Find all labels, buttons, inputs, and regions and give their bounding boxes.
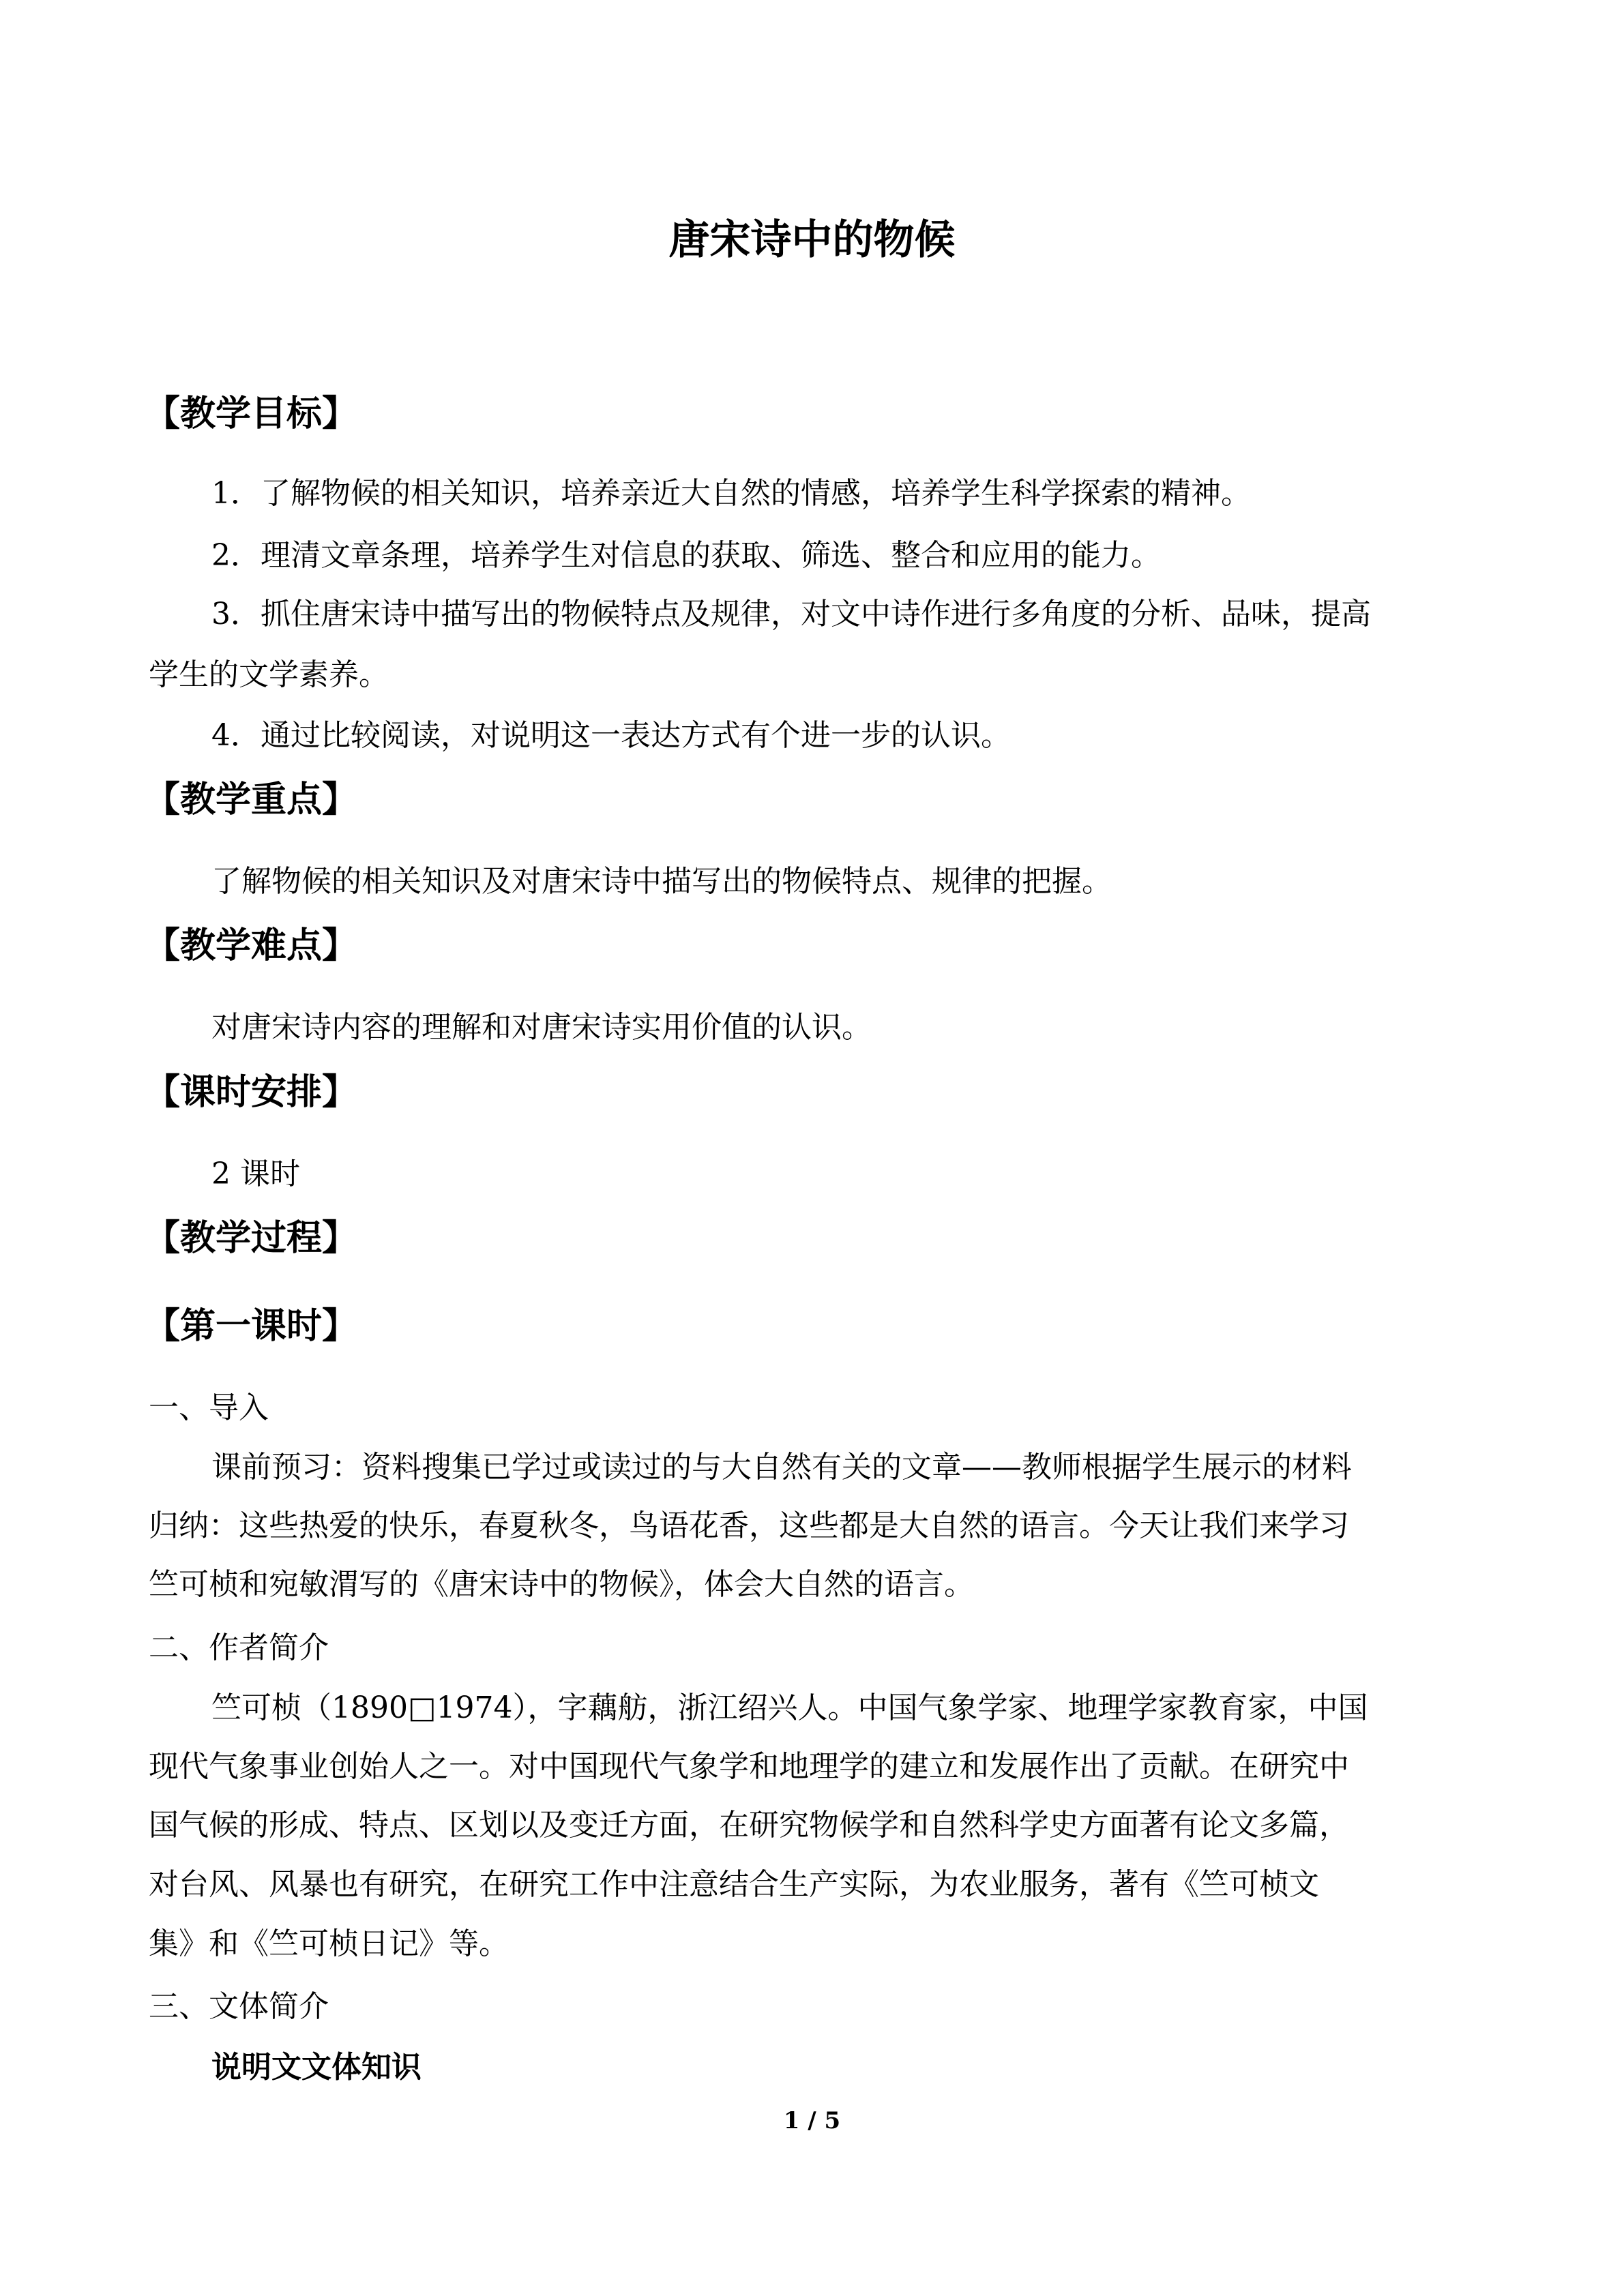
- intro-line-2: 归纳：这些热爱的快乐，春夏秋冬，鸟语花香，这些都是大自然的语言。今天让我们来学习: [149, 1508, 1349, 1543]
- author-line-1: 竺可桢（1890□1974），字藕舫，浙江绍兴人。中国气象学家、地理学家教育家，中国: [211, 1690, 1368, 1725]
- heading-difficulties: 【教学难点】: [145, 925, 358, 966]
- intro-line-1: 课前预习：资料搜集已学过或读过的与大自然有关的文章——教师根据学生展示的材料: [211, 1450, 1352, 1485]
- page-number: 1 / 5: [783, 2107, 841, 2134]
- objective-1: 1．了解物候的相关知识，培养亲近大自然的情感，培养学生科学探索的精神。: [211, 476, 1251, 511]
- document-title: 唐宋诗中的物候: [668, 216, 956, 264]
- schedule-text: 2 课时: [211, 1157, 300, 1191]
- author-line-5: 集》和《竺可桢日记》等。: [149, 1926, 509, 1961]
- author-line-3: 国气候的形成、特点、区划以及变迁方面，在研究物候学和自然科学史方面著有论文多篇，: [149, 1808, 1349, 1843]
- heading-objectives: 【教学目标】: [145, 393, 358, 434]
- intro-heading: 一、导入: [149, 1390, 269, 1425]
- author-line-2: 现代气象事业创始人之一。对中国现代气象学和地理学的建立和发展作出了贡献。在研究中: [149, 1749, 1349, 1784]
- genre-subheading: 说明文文体知识: [211, 2050, 422, 2085]
- objective-4: 4．通过比较阅读，对说明这一表达方式有个进一步的认识。: [211, 718, 1011, 753]
- heading-teaching-process: 【教学过程】: [145, 1217, 358, 1259]
- heading-key-points: 【教学重点】: [145, 779, 358, 820]
- objective-3-continued: 学生的文学素养。: [149, 657, 389, 692]
- objective-3: 3．抓住唐宋诗中描写出的物候特点及规律，对文中诗作进行多角度的分析、品味，提高: [211, 597, 1371, 631]
- objective-2: 2．理清文章条理，培养学生对信息的获取、筛选、整合和应用的能力。: [211, 538, 1161, 573]
- genre-heading: 三、文体简介: [149, 1989, 329, 2024]
- heading-schedule: 【课时安排】: [145, 1071, 358, 1113]
- author-line-4: 对台风、风暴也有研究，在研究工作中注意结合生产实际，为农业服务，著有《竺可桢文: [149, 1867, 1319, 1902]
- key-points-text: 了解物候的相关知识及对唐宋诗中描写出的物候特点、规律的把握。: [211, 864, 1112, 899]
- intro-line-3: 竺可桢和宛敏渭写的《唐宋诗中的物候》，体会大自然的语言。: [149, 1567, 974, 1602]
- heading-first-lesson: 【第一课时】: [145, 1305, 358, 1347]
- difficulties-text: 对唐宋诗内容的理解和对唐宋诗实用价值的认识。: [211, 1010, 872, 1045]
- author-heading: 二、作者简介: [149, 1630, 329, 1665]
